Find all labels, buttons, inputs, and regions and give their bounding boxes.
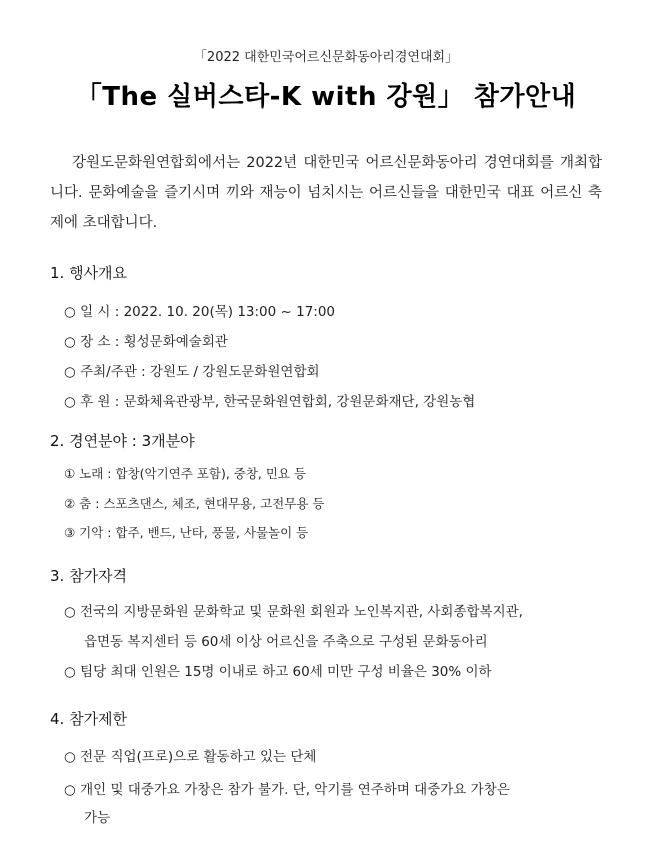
section-heading-eligibility: 3. 참가자격 (50, 567, 128, 585)
category-instrument-item: ③ 기악 : 합주, 밴드, 난타, 풍물, 사물놀이 등 (64, 525, 309, 540)
event-subtitle: 「2022 대한민국어르신문화동아리경연대회」 (193, 50, 459, 65)
category-song-item: ① 노래 : 합창(악기연주 포함), 중창, 민요 등 (64, 466, 307, 481)
overview-sponsor-item: ○ 후 원 : 문화체육관광부, 한국문화원연합회, 강원문화재단, 강원농협 (64, 394, 476, 410)
overview-date-item: ○ 일 시 : 2022. 10. 20(목) 13:00 ~ 17:00 (64, 304, 336, 320)
section-heading-overview: 1. 행사개요 (50, 264, 128, 282)
eligibility-item-1-continued: 읍면동 복지센터 등 60세 이상 어르신을 주축으로 구성된 문화동아리 (84, 634, 488, 650)
overview-venue-item: ○ 장 소 : 횡성문화예술회관 (64, 334, 228, 350)
restriction-item-2-continued: 가능 (84, 810, 111, 826)
section-heading-restrictions: 4. 참가제한 (50, 710, 128, 728)
section-heading-categories: 2. 경연분야 : 3개분야 (50, 432, 195, 450)
intro-paragraph: 강원도문화원연합회에서는 2022년 대한민국 어르신문화동아리 경연대회를 개최합니다. 문화예술을 즐기시며 끼와 재능이 넘치시는 어르신들을 대한민국 대표 어르신 축제에 초대합니다. (50, 155, 602, 231)
overview-host-item: ○ 주최/주관 : 강원도 / 강원도문화원연합회 (64, 364, 320, 380)
restriction-item-1: ○ 전문 직업(프로)으로 활동하고 있는 단체 (64, 749, 317, 765)
page-title: 「The 실버스타-K with 강원」 참가안내 (75, 82, 577, 112)
category-dance-item: ② 춤 : 스포츠댄스, 체조, 현대무용, 고전무용 등 (64, 496, 325, 511)
eligibility-item-1: ○ 전국의 지방문화원 문화학교 및 문화원 회원과 노인복지관, 사회종합복지관, (64, 604, 523, 620)
eligibility-item-2: ○ 팀당 최대 인원은 15명 이내로 하고 60세 미만 구성 비율은 30% 이하 (64, 664, 492, 680)
restriction-item-2: ○ 개인 및 대중가요 가창은 참가 불가. 단, 악기를 연주하며 대중가요 가창은 (64, 782, 510, 798)
